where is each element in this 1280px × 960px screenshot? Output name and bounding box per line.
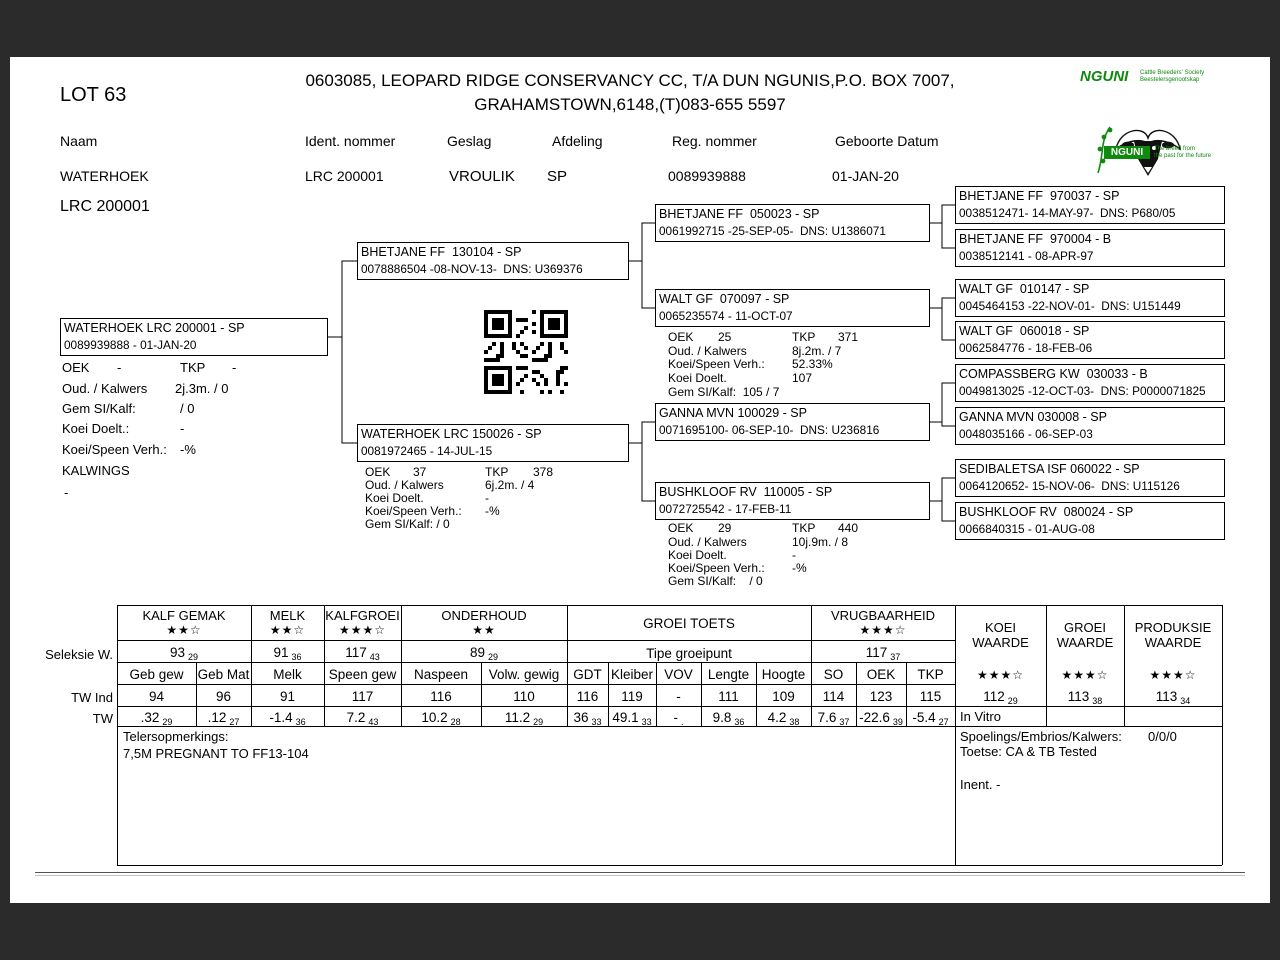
group-kalf-gemak: KALF GEMAK ★★☆	[117, 608, 251, 637]
value-reg-nommer: 0089939888	[668, 168, 746, 184]
table-border	[117, 640, 955, 641]
subheader-kleiber: Kleiber	[610, 667, 654, 682]
pedigree-box-g4-8: BUSHKLOOF RV 080024 - SP 0066840315 - 01-AUG-08	[955, 502, 1225, 540]
group-kalfgroei: KALFGROEI ★★★☆	[325, 608, 400, 637]
in-vitro-label: In Vitro	[960, 709, 1001, 724]
walt-doelt-value: 107	[792, 371, 813, 385]
breeder-title	[180, 69, 1080, 117]
tw-gdt: 36 $_{33}$	[573, 710, 602, 727]
logo-tagline: The breed from the past for the future	[1154, 146, 1212, 159]
subheader-vov: VOV	[664, 667, 693, 682]
bush-oud-label: Oud. / Kalwers	[668, 535, 747, 549]
dam-oek-label: OEK	[365, 465, 391, 479]
spoelings-value: 0/0/0	[1148, 729, 1177, 744]
pedigree-box-g4-6: GANNA MVN 030008 - SP 0048035166 - 06-SEP-03	[955, 407, 1225, 445]
table-border	[117, 726, 1222, 727]
groei-waarde-stars: ★★★☆	[1061, 668, 1109, 682]
subheader-tkp: TKP	[917, 667, 944, 682]
subject-speen-label: Koei/Speen Verh.:	[62, 442, 167, 457]
seleksie-vrugbaarheid: 117 $_{37}$	[865, 645, 901, 662]
subject-speen-value: -%	[180, 442, 196, 457]
pedigree-box-subject: WATERHOEK LRC 200001 - SP 0089939888 - 01-JAN-20	[60, 318, 328, 356]
table-border	[117, 662, 955, 663]
inent-text: Inent. -	[960, 777, 1001, 792]
dam-tkp-label: TKP	[485, 465, 509, 479]
pedigree-box-dam: WATERHOEK LRC 150026 - SP 0081972465 - 14-JUL-15	[357, 424, 629, 462]
subject-oud-value: 2j.3m. / 0	[175, 381, 229, 396]
header-groei-waarde: GROEI WAARDE	[1056, 620, 1114, 650]
pedigree-box-g4-1: BHETJANE FF 970037 - SP 0038512471- 14-MAY-97- DNS: P680/05	[955, 186, 1225, 224]
group-groei-toets: GROEI TOETS	[643, 616, 735, 631]
tw-vov: - $_.$	[673, 710, 684, 727]
subject-kalwings-value: -	[64, 485, 69, 500]
lot-number: LOT 63	[60, 84, 127, 106]
tw-ind-vov: -	[676, 689, 681, 704]
walt-speen-label: Koei/Speen Verh.:	[668, 357, 765, 371]
seleksie-kalf-gemak: 93 $_{29}$	[169, 645, 199, 662]
bush-oek-label: OEK	[668, 521, 694, 535]
subject-doelt-label: Koei Doelt.:	[62, 421, 130, 436]
tw-ind-geb-mat: 96	[215, 689, 232, 704]
table-border	[117, 706, 1222, 707]
tw-lengte: 9.8 $_{36}$	[712, 710, 745, 727]
tw-ind-so: 114	[822, 689, 845, 704]
subheader-oek: OEK	[866, 667, 896, 682]
pedigree-box-g3-3: GANNA MVN 100029 - SP 0071695100- 06-SEP-10- DNS: U236816	[655, 403, 930, 441]
bush-doelt-label: Koei Doelt.	[668, 548, 727, 562]
tipe-groeipunt: Tipe groeipunt	[646, 646, 732, 661]
pedigree-box-g3-4: BUSHKLOOF RV 110005 - SP 0072725542 - 17-FEB-11	[655, 482, 930, 520]
spoelings-label: Spoelings/Embrios/Kalwers:	[960, 729, 1122, 744]
logo-brand-top: NGUNI	[1080, 68, 1129, 85]
pedigree-box-g4-7: SEDIBALETSA ISF 060022 - SP 0064120652- 15-NOV-06- DNS: U115126	[955, 459, 1225, 497]
table-border	[117, 684, 955, 685]
row-label-tw-ind: TW Ind	[71, 690, 113, 705]
koei-waarde-stars: ★★★☆	[976, 668, 1025, 682]
melk-stars: ★★☆	[269, 623, 306, 637]
tw-ind-gdt: 116	[576, 689, 599, 704]
subject-gem-value: / 0	[180, 401, 195, 416]
subject-gem-label: Gem SI/Kalf:	[62, 401, 136, 416]
tw-ind-speen-gew: 117	[351, 689, 374, 704]
bush-tkp-value: 440	[838, 521, 859, 535]
bush-oek-value: 29	[718, 521, 732, 535]
table-border	[117, 865, 1222, 866]
walt-oek-label: OEK	[668, 330, 694, 344]
label-geslag: Geslag	[447, 133, 492, 149]
tw-ind-melk: 91	[279, 689, 296, 704]
bush-doelt-value: -	[792, 548, 796, 562]
footer-rule	[35, 872, 1245, 873]
walt-oud-value: 8j.2m. / 7	[792, 344, 842, 358]
subject-doelt-value: -	[180, 421, 185, 436]
telersopmerkings-label: Telersopmerkings:	[123, 729, 229, 744]
pedigree-box-g4-3: WALT GF 010147 - SP 0045464153 -22-NOV-01- DNS: U151449	[955, 279, 1225, 317]
pedigree-box-g3-2: WALT GF 070097 - SP 0065235574 - 11-OCT-07	[655, 289, 930, 327]
tw-kleiber: 49.1 $_{33}$	[612, 710, 652, 727]
tw-geb-mat: .12 $_{27}$	[207, 710, 240, 727]
qr-code	[482, 308, 570, 396]
walt-tkp-label: TKP	[792, 330, 816, 344]
subheader-geb-gew: Geb gew	[129, 667, 184, 682]
subheader-naspeen: Naspeen	[413, 667, 469, 682]
walt-doelt-label: Koei Doelt.	[668, 371, 727, 385]
dam-oek-value: 37	[413, 465, 427, 479]
dam-oud-label: Oud. / Kalwers	[365, 478, 444, 492]
subheader-speen-gew: Speen gew	[328, 667, 397, 682]
kalf-gemak-stars: ★★☆	[166, 623, 202, 637]
pedigree-box-g3-1: BHETJANE FF 050023 - SP 0061992715 -25-SEP-05- DNS: U1386071	[655, 204, 930, 242]
label-ident-nommer: Ident. nommer	[305, 133, 396, 149]
value-ident-nommer-2: LRC 200001	[60, 198, 150, 215]
walt-gem-line: Gem SI/Kalf: 105 / 7	[668, 385, 780, 399]
dam-tkp-value: 378	[533, 465, 554, 479]
pedigree-box-g4-5: COMPASSBERG KW 030033 - B 0049813025 -12-OCT-03- DNS: P0000071825	[955, 364, 1225, 402]
table-border	[117, 605, 1222, 606]
label-reg-nommer: Reg. nommer	[672, 133, 757, 149]
produksie-waarde-value: 113 $_{34}$	[1155, 689, 1191, 706]
subject-tkp-label: TKP	[180, 360, 206, 375]
subheader-lengte: Lengte	[707, 667, 750, 682]
tw-speen-gew: 7.2 $_{43}$	[346, 710, 379, 727]
tw-ind-naspeen: 116	[430, 689, 452, 704]
toetse-text: Toetse: CA & TB Tested	[960, 744, 1097, 759]
subject-tkp-value: -	[232, 360, 237, 375]
tw-tkp: -5.4 $_{27}$	[912, 710, 949, 727]
logo-brand-bottom: NGUNI	[1104, 146, 1150, 159]
tw-ind-geb-gew: 94	[148, 689, 165, 704]
tw-ind-tkp: 115	[919, 689, 942, 704]
kalfgroei-stars: ★★★☆	[338, 623, 387, 637]
value-afdeling: SP	[547, 168, 568, 185]
bush-gem-line: Gem SI/Kalf: / 0	[668, 574, 763, 588]
table-border	[117, 605, 118, 865]
bush-tkp-label: TKP	[792, 521, 816, 535]
breeder-title-line1: 0603085, LEOPARD RIDGE CONSERVANCY CC, T/A DUN NGUNIS,P.O. BOX 7007,	[305, 71, 955, 90]
pedigree-box-g4-2: BHETJANE FF 970004 - B 0038512141 - 08-APR-97	[955, 229, 1225, 267]
dam-speen-value: -%	[485, 504, 500, 518]
pedigree-box-sire: BHETJANE FF 130104 - SP 0078886504 -08-NOV-13- DNS: U369376	[357, 242, 629, 280]
walt-speen-value: 52.33%	[792, 357, 833, 371]
breeder-title-line2: GRAHAMSTOWN,6148,(T)083-655 5597	[474, 95, 786, 114]
dam-oud-value: 6j.2m. / 4	[485, 478, 535, 492]
row-label-seleksie: Seleksie W.	[45, 647, 113, 662]
subheader-geb-mat: Geb Mat	[197, 667, 250, 682]
walt-tkp-value: 371	[838, 330, 859, 344]
label-naam: Naam	[60, 133, 98, 149]
bush-speen-label: Koei/Speen Verh.:	[668, 561, 765, 575]
row-label-tw: TW	[92, 711, 113, 726]
subheader-melk: Melk	[273, 667, 302, 682]
subheader-hoogte: Hoogte	[761, 667, 806, 682]
subject-oek-label: OEK	[62, 360, 90, 375]
tw-naspeen: 10.2 $_{28}$	[421, 710, 461, 727]
subject-kalwings-label: KALWINGS	[62, 463, 130, 478]
bush-speen-value: -%	[792, 561, 807, 575]
groei-waarde-value: 113 $_{38}$	[1067, 689, 1103, 706]
tw-ind-volw-gewig: 110	[513, 689, 535, 704]
value-geslag: VROULIK	[449, 168, 515, 185]
dam-doelt-label: Koei Doelt.	[365, 491, 424, 505]
label-geboorte-datum: Geboorte Datum	[835, 133, 939, 149]
tw-ind-hoogte: 109	[772, 689, 795, 704]
walt-oek-value: 25	[718, 330, 732, 344]
value-naam: WATERHOEK	[60, 168, 149, 184]
subheader-so: SO	[823, 667, 844, 682]
header-produksie-waarde: PRODUKSIE WAARDE	[1134, 620, 1212, 650]
produksie-waarde-stars: ★★★☆	[1149, 668, 1197, 682]
subject-oek-value: -	[117, 360, 122, 375]
tw-volw-gewig: 11.2 $_{29}$	[504, 710, 544, 727]
subject-oud-label: Oud. / Kalwers	[62, 381, 148, 396]
telersopmerkings-text: 7,5M PREGNANT TO FF13-104	[123, 746, 309, 761]
dam-gem-line: Gem SI/Kalf: / 0	[365, 517, 450, 531]
value-ident-nommer: LRC 200001	[305, 168, 384, 184]
tw-so: 7.6 $_{37}$	[817, 710, 850, 727]
seleksie-melk: 91 $_{36}$	[273, 645, 302, 662]
tw-ind-lengte: 111	[718, 689, 739, 704]
walt-oud-label: Oud. / Kalwers	[668, 344, 747, 358]
value-geboorte-datum: 01-JAN-20	[832, 168, 899, 184]
tw-ind-oek: 123	[869, 689, 893, 704]
tw-hoogte: 4.2 $_{38}$	[767, 710, 800, 727]
seleksie-onderhoud: 89 $_{29}$	[469, 645, 499, 662]
pedigree-box-g4-4: WALT GF 060018 - SP 0062584776 - 18-FEB-06	[955, 321, 1225, 359]
bush-oud-value: 10j.9m. / 8	[792, 535, 849, 549]
header-koei-waarde: KOEI WAARDE	[972, 620, 1029, 650]
dam-speen-label: Koei/Speen Verh.:	[365, 504, 462, 518]
table-border	[1222, 605, 1223, 865]
tw-ind-kleiber: 119	[621, 689, 643, 704]
nguni-logo	[1076, 68, 1212, 176]
koei-waarde-value: 112 $_{29}$	[983, 689, 1018, 706]
tw-geb-gew: .32 $_{29}$	[140, 710, 173, 727]
onderhoud-stars: ★★	[472, 623, 496, 637]
seleksie-kalfgroei: 117 $_{43}$	[345, 645, 380, 662]
tw-melk: -1.4 $_{36}$	[269, 710, 306, 727]
tw-oek: -22.6 $_{39}$	[859, 710, 903, 727]
group-vrugbaarheid: VRUGBAARHEID ★★★☆	[811, 608, 955, 637]
footer-rule-2	[35, 875, 1245, 876]
subheader-gdt: GDT	[573, 667, 602, 682]
subheader-volw-gewig: Volw. gewig	[488, 667, 560, 682]
group-melk: MELK ★★☆	[251, 608, 324, 637]
group-onderhoud: ONDERHOUD ★★	[401, 608, 567, 637]
logo-society-text: Cattle Breeders' Society Beestelersgenootskap	[1140, 70, 1205, 83]
dam-doelt-value: -	[485, 491, 489, 505]
vrugbaarheid-stars: ★★★☆	[859, 623, 907, 637]
label-afdeling: Afdeling	[552, 133, 603, 149]
